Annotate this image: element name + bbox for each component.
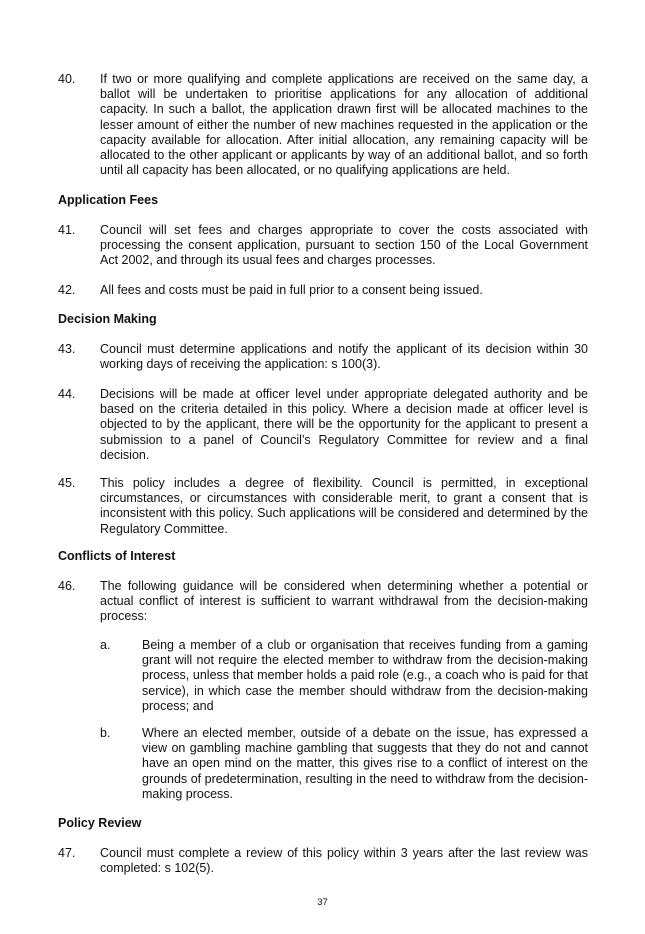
paragraph-41	[58, 223, 588, 269]
page-number: 37	[317, 897, 328, 908]
paragraph-text: The following guidance will be considered when determining whether a potential or actual conflict of interest is sufficient to warrant withdrawal from the decision-making process:	[100, 579, 588, 624]
paragraph-number: 41.	[58, 223, 76, 237]
sub-paragraph-text: Being a member of a club or organisation that receives funding from a gaming grant will not require the elected member to withdraw from the decision-making process, unless that member holds a paid role (e.g., a coach who is paid for that service), in which case the member should withdraw from the decision-making process; and	[142, 638, 588, 713]
heading-policy-review: Policy Review	[58, 816, 142, 830]
paragraph-number: 47.	[58, 846, 76, 860]
paragraph-number: 45.	[58, 476, 76, 490]
sub-paragraph-text: Where an elected member, outside of a debate on the issue, has expressed a view on gambling machine gambling that suggests that they do not and cannot have an open mind on the matter, this gives rise to a conflict of interest on the grounds of predetermination, resulting in the need to withdraw from the decision-making process.	[142, 726, 588, 801]
paragraph-text: Council will set fees and charges appropriate to cover the costs associated with processing the consent application, pursuant to section 150 of the Local Government Act 2002, and through its usual fees and charges processes.	[100, 223, 588, 268]
paragraph-number: 42.	[58, 283, 76, 297]
paragraph-text: Council must determine applications and notify the applicant of its decision within 30 working days of receiving the application: s 100(3).	[100, 342, 588, 372]
paragraph-number: 44.	[58, 387, 76, 401]
paragraph-42	[58, 283, 588, 298]
heading-application-fees: Application Fees	[58, 193, 159, 207]
sub-paragraph-46a	[100, 638, 588, 714]
paragraph-46	[58, 579, 588, 625]
sub-paragraph-letter: a.	[100, 638, 111, 652]
heading-decision-making: Decision Making	[58, 312, 157, 326]
paragraph-40	[58, 72, 588, 178]
sub-paragraph-letter: b.	[100, 726, 111, 740]
heading-conflicts-of-interest: Conflicts of Interest	[58, 549, 176, 563]
paragraph-text: Council must complete a review of this policy within 3 years after the last review was completed: s 102(5).	[100, 846, 588, 876]
paragraph-text: Decisions will be made at officer level under appropriate delegated authority and be based on the criteria detailed in this policy. Where a decision made at officer level is objected to by the applicant, there will be the opportunity for the applicant to present a submission to a panel of Council’s Regulatory Committee for review and a final decision.	[100, 387, 588, 462]
paragraph-43	[58, 342, 588, 372]
paragraph-number: 43.	[58, 342, 76, 356]
paragraph-47	[58, 846, 588, 876]
paragraph-44	[58, 387, 588, 463]
paragraph-text: If two or more qualifying and complete applications are received on the same day, a ballot will be undertaken to prioritise applications for any allocation of additional capacity. In such a ballot, the application drawn first will be allocated machines to the lesser amount of either the number of new machines requested in the application or the capacity available for allocation. After initial allocation, any remaining capacity will be allocated to the other applicant or applicants by way of an additional ballot, and so forth until all capacity has been allocated, or no qualifying applications are held.	[100, 72, 588, 178]
paragraph-text: This policy includes a degree of flexibility. Council is permitted, in exceptional circumstances, or circumstances with considerable merit, to grant a consent that is inconsistent with this policy. Such applications will be considered and determined by the Regulatory Committee.	[100, 476, 588, 536]
paragraph-45	[58, 476, 588, 537]
sub-paragraph-46b	[100, 726, 588, 802]
paragraph-number: 46.	[58, 579, 76, 593]
paragraph-text: All fees and costs must be paid in full prior to a consent being issued.	[100, 283, 483, 297]
paragraph-number: 40.	[58, 72, 76, 86]
